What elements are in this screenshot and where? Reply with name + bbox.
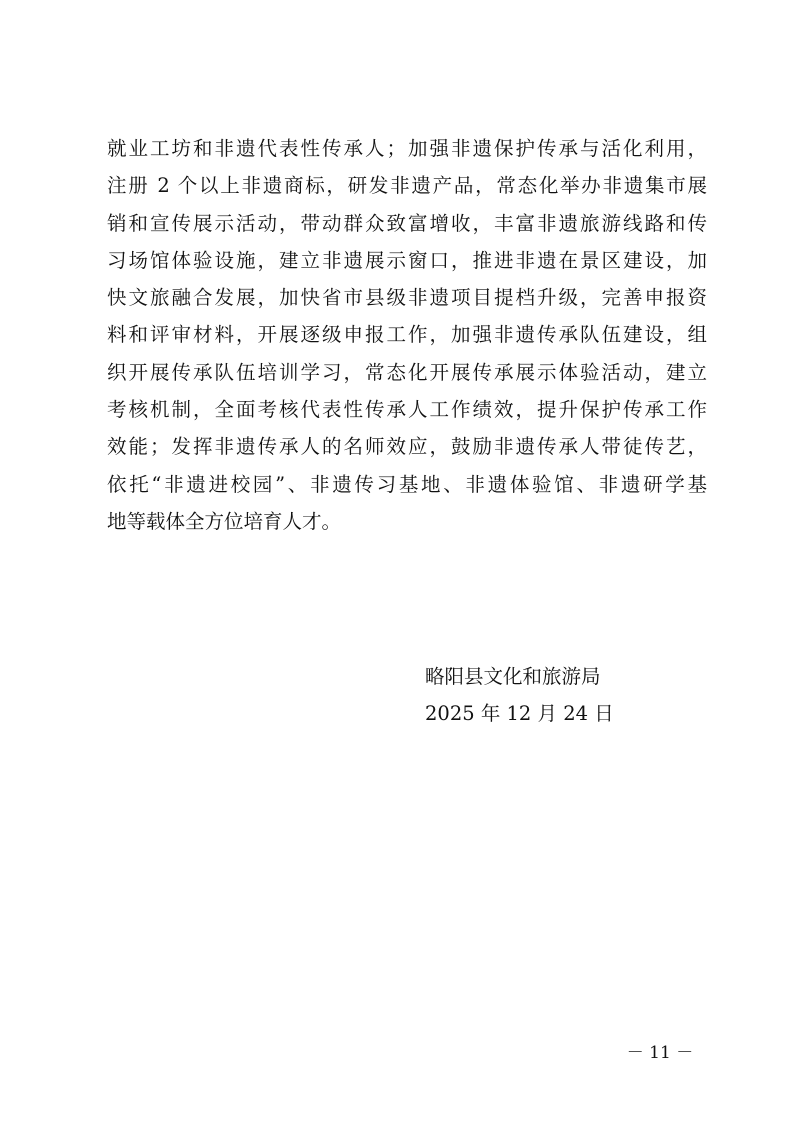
paragraph-line: 快文旅融合发展，加快省市县级非遗项目提档升级，完善申报资 xyxy=(107,286,707,310)
paragraph-line: 依托“非遗进校园”、非遗传习基地、非遗体验馆、非遗研学基 xyxy=(107,472,707,496)
paragraph-line: 料和评审材料，开展逐级申报工作，加强非遗传承队伍建设，组 xyxy=(107,323,707,347)
paragraph-line: 销和宣传展示活动，带动群众致富增收，丰富非遗旅游线路和传 xyxy=(107,211,707,235)
paragraph-line: 考核机制，全面考核代表性传承人工作绩效，提升保护传承工作 xyxy=(107,398,707,422)
paragraph-line: 就业工坊和非遗代表性传承人；加强非遗保护传承与活化利用， xyxy=(107,137,707,160)
signature-organization: 略阳县文化和旅游局 xyxy=(425,665,601,688)
paragraph-line: 注册 2 个以上非遗商标，研发非遗产品，常态化举办非遗集市展 xyxy=(107,174,707,198)
paragraph-line: 习场馆体验设施，建立非遗展示窗口，推进非遗在景区建设，加 xyxy=(107,248,707,272)
page-number: － 11 － xyxy=(626,1043,694,1063)
paragraph-line: 织开展传承队伍培训学习，常态化开展传承展示体验活动，建立 xyxy=(107,360,707,384)
paragraph-line: 地等载体全方位培育人才。 xyxy=(107,509,342,533)
signature-block xyxy=(425,658,685,732)
body-paragraph xyxy=(107,130,707,540)
paragraph-line: 效能；发挥非遗传承人的名师效应，鼓励非遗传承人带徒传艺， xyxy=(107,435,707,459)
signature-date: 2025 年 12 月 24 日 xyxy=(425,702,614,725)
